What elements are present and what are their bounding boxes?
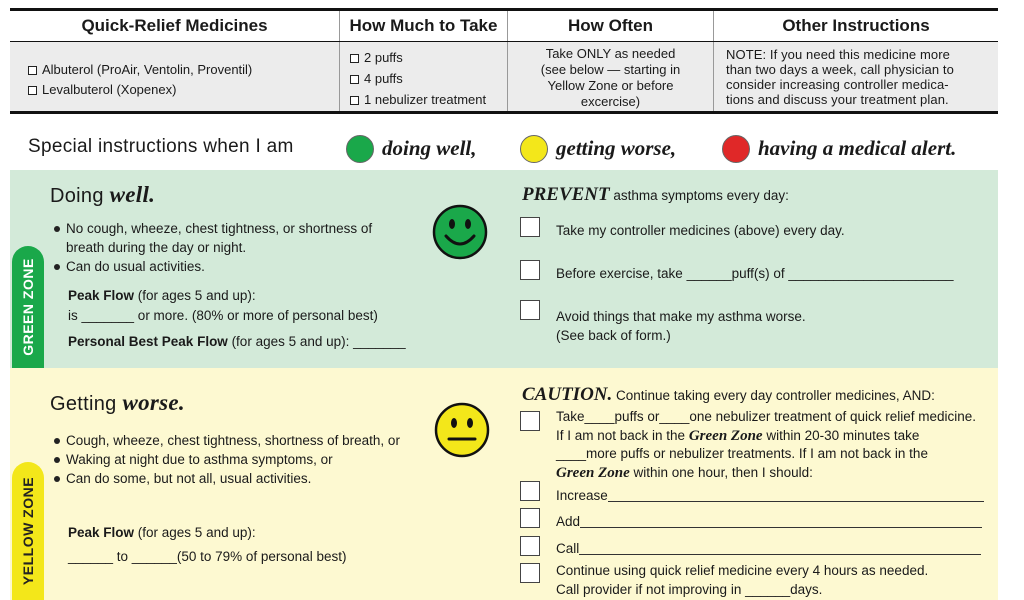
increase-checkbox[interactable] — [520, 481, 540, 501]
title-plain: Getting — [50, 393, 117, 415]
peak-flow-threshold: is _______ or more. (80% or more of personal best) — [68, 308, 378, 323]
yellow-zone-tab — [12, 462, 44, 600]
green-zone-tab-label: GREEN ZONE — [20, 258, 37, 356]
peak-flow-range: ______ to ______(50 to 79% of personal best) — [68, 549, 347, 564]
how-often-line: (see below — starting in — [540, 62, 681, 77]
how-often-line: Yellow Zone or before — [547, 78, 674, 93]
checkbox[interactable] — [350, 54, 359, 63]
continue-checkbox[interactable] — [520, 563, 540, 583]
list-item: Cough, wheeze, chest tightness, shortness of breath, or — [52, 431, 432, 450]
list-item-continued — [52, 238, 412, 257]
add-checkbox[interactable] — [520, 508, 540, 528]
caution-emphasis: CAUTION. — [522, 384, 613, 405]
take-puffs-checkbox[interactable] — [520, 411, 540, 431]
option-before-exercise: Before exercise, take ______puff(s) of ______________________ — [556, 266, 954, 281]
state-doing-well: doing well, — [382, 136, 477, 160]
peak-flow-ages: (for ages 5 and up): — [134, 525, 256, 540]
note-line: consider increasing controller medica- — [726, 77, 949, 92]
see-back-text: (See back of form.) — [556, 328, 671, 343]
continue-line: Continue using quick relief medicine every 4 hours as needed. — [556, 563, 929, 578]
other-instructions-cell — [714, 42, 998, 111]
medicines-cell — [10, 42, 340, 111]
green-zone-emphasis: Green Zone — [688, 427, 763, 444]
controller-medicine-checkbox[interactable] — [520, 217, 540, 237]
quick-relief-table — [10, 0, 998, 122]
neutral-face-icon — [434, 402, 490, 458]
state-getting-worse: getting worse, — [556, 136, 677, 160]
increase-label: Increase — [556, 488, 608, 503]
green-dot-icon — [346, 135, 374, 163]
increase-field[interactable] — [608, 488, 984, 502]
title-emphasis: well. — [109, 182, 156, 207]
note-line: than two days a week, call physician to — [726, 62, 954, 77]
amount-nebulizer: 1 nebulizer treatment — [364, 92, 487, 107]
take-line: Take____puffs or____one nebulizer treatment of quick relief medicine. — [556, 409, 977, 424]
before-exercise-checkbox[interactable] — [520, 260, 540, 280]
smiley-face-icon — [432, 204, 488, 260]
green-zone-emphasis: Green Zone — [556, 464, 630, 481]
checkbox[interactable] — [28, 66, 37, 75]
add-field[interactable] — [580, 514, 982, 528]
note-line: NOTE: If you need this medicine more — [726, 47, 950, 62]
amount-4-puffs: 4 puffs — [364, 71, 403, 86]
list-item: No cough, wheeze, chest tightness, or shortness of — [52, 219, 412, 238]
call-field[interactable] — [579, 541, 981, 555]
option-call — [556, 539, 981, 558]
call-checkbox[interactable] — [520, 536, 540, 556]
option-continue — [556, 561, 928, 599]
option-add — [556, 512, 982, 531]
state-medical-alert: having a medical alert. — [758, 136, 957, 160]
avoid-triggers-checkbox[interactable] — [520, 300, 540, 320]
red-dot-icon — [722, 135, 750, 163]
checkbox[interactable] — [350, 75, 359, 84]
list-item: Can do some, but not all, usual activities. — [52, 469, 432, 488]
call-label: Call — [556, 541, 580, 556]
title-emphasis: worse. — [122, 390, 185, 415]
yellow-symptoms-list — [52, 431, 432, 488]
header-medicines: Quick-Relief Medicines — [10, 11, 340, 41]
add-label: Add — [556, 514, 581, 529]
option-take-puffs — [556, 408, 976, 482]
table-row — [10, 42, 998, 114]
header-how-much: How Much to Take — [340, 11, 508, 41]
peak-flow-label: Peak Flow — [68, 288, 135, 303]
table-header-row — [10, 8, 998, 42]
header-other: Other Instructions — [782, 16, 930, 35]
amounts-cell — [340, 42, 508, 111]
amount-2-puffs: 2 puffs — [364, 50, 403, 65]
caution-text: Continue taking every day controller medicines, AND: — [612, 388, 935, 403]
checkbox[interactable] — [350, 96, 359, 105]
special-instructions-label: Special instructions when I am — [28, 136, 294, 157]
green-symptoms-list — [52, 219, 412, 276]
yellow-peak-flow — [68, 523, 346, 567]
medicine-albuterol: Albuterol (ProAir, Ventolin, Proventil) — [42, 62, 253, 77]
medicine-levalbuterol: Levalbuterol (Xopenex) — [42, 82, 177, 97]
green-peak-flow — [68, 286, 406, 352]
how-often-line: Take ONLY as needed — [545, 46, 676, 61]
green-zone-title — [50, 182, 155, 208]
how-often-cell — [508, 42, 714, 111]
yellow-dot-icon — [520, 135, 548, 163]
prevent-text: asthma symptoms every day: — [609, 188, 789, 203]
checkbox[interactable] — [28, 86, 37, 95]
option-avoid-triggers — [556, 307, 806, 345]
avoid-text: Avoid things that make my asthma worse. — [556, 309, 806, 324]
list-item: Can do usual activities. — [52, 257, 412, 276]
green-zone-tab — [12, 246, 44, 368]
option-increase — [556, 486, 984, 505]
prevent-heading — [522, 184, 789, 206]
take-line-part: If I am not back in the — [556, 427, 689, 443]
list-item-text: breath during the day or night. — [66, 240, 247, 255]
peak-flow-ages: (for ages 5 and up): — [134, 288, 256, 303]
take-line-part: within one hour, then I should: — [629, 464, 813, 480]
take-line-part: within 20-30 minutes take — [762, 427, 920, 443]
header-how-often: How Often — [508, 11, 714, 41]
personal-best-label: Personal Best Peak Flow — [68, 334, 228, 349]
yellow-zone-title — [50, 390, 185, 416]
how-often-line: excercise) — [580, 94, 641, 109]
note-line: tions and discuss your treatment plan. — [726, 92, 949, 107]
prevent-emphasis: PREVENT — [522, 184, 610, 205]
caution-heading — [522, 384, 935, 406]
peak-flow-label: Peak Flow — [68, 525, 135, 540]
call-provider-line: Call provider if not improving in ______days. — [556, 582, 823, 597]
personal-best-field: (for ages 5 and up): _______ — [227, 334, 406, 349]
take-line: ____more puffs or nebulizer treatments. If I am not back in the — [556, 446, 928, 461]
title-plain: Doing — [50, 185, 104, 207]
option-controller: Take my controller medicines (above) every day. — [556, 223, 845, 238]
list-item: Waking at night due to asthma symptoms, or — [52, 450, 432, 469]
yellow-zone-tab-label: YELLOW ZONE — [20, 476, 37, 586]
